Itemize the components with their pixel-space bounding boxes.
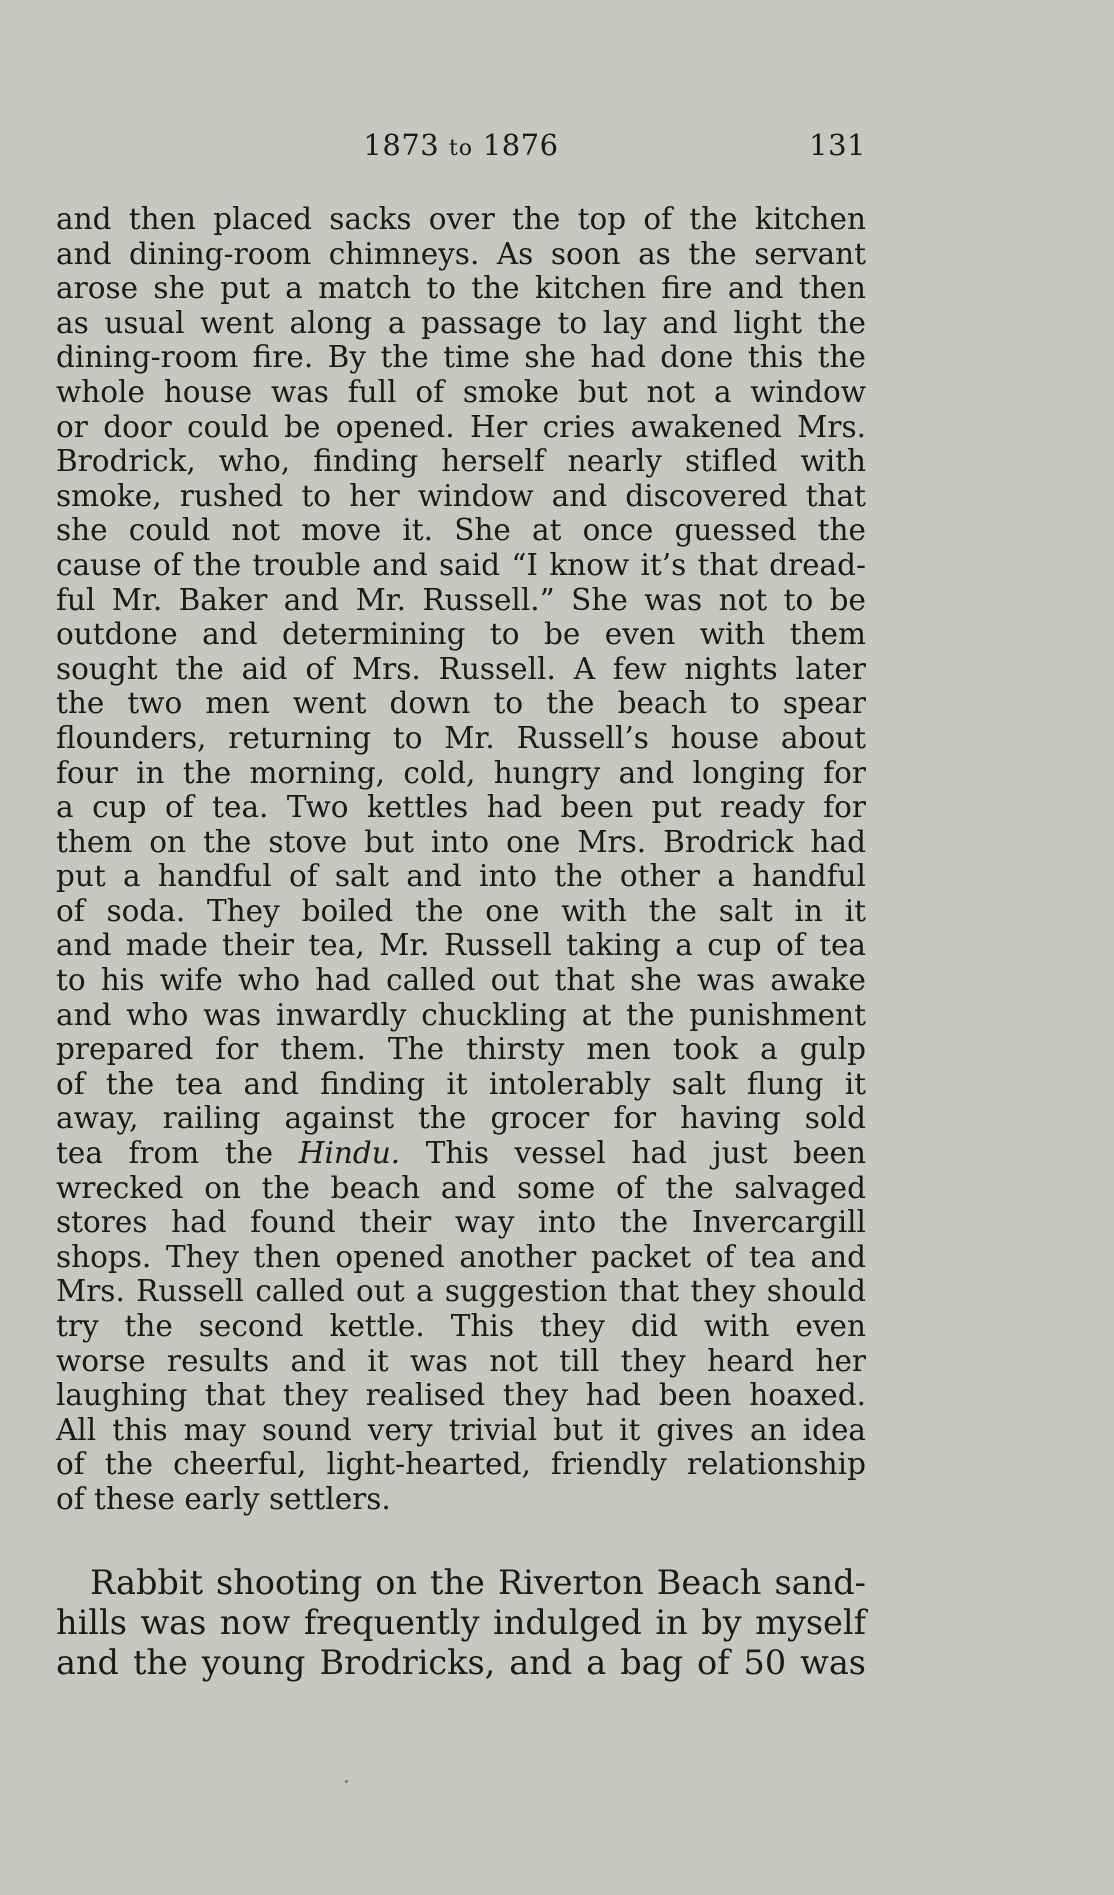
text-line: whole house was full of smoke but not a window — [56, 374, 866, 409]
text-line: she could not move it. She at once guessed the — [56, 513, 866, 548]
text-line: sought the aid of Mrs. Russell. A few nights later — [56, 651, 866, 686]
text-line: of these early settlers. — [56, 1481, 391, 1516]
text-line-with-ship-name — [56, 1136, 866, 1171]
text-line: dining-room fire. By the time she had done this the — [56, 340, 866, 375]
ship-name: Hindu. — [298, 1136, 401, 1171]
text-line: smoke, rushed to her window and discovered that — [56, 478, 866, 513]
text-segment: This vessel had just been — [400, 1136, 866, 1171]
text-line: Rabbit shooting on the Riverton Beach sand- — [90, 1562, 866, 1602]
text-line: outdone and determining to be even with them — [56, 617, 866, 652]
text-line: cause of the trouble and said “I know it’s that dread- — [56, 547, 866, 582]
text-line: of the tea and finding it intolerably salt flung it — [56, 1066, 866, 1101]
text-line: Mrs. Russell called out a suggestion that they should — [56, 1274, 866, 1309]
text-line: worse results and it was not till they heard her — [56, 1343, 866, 1378]
text-line: All this may sound very trivial but it gives an idea — [56, 1412, 866, 1447]
text-line: and the young Brodricks, and a bag of 50 was — [56, 1642, 866, 1682]
text-line: of the cheerful, light-hearted, friendly relationship — [56, 1447, 866, 1482]
year-end: 1876 — [482, 128, 559, 162]
text-line: prepared for them. The thirsty men took a gulp — [56, 1032, 866, 1067]
text-line: to his wife who had called out that she was awake — [56, 963, 866, 998]
book-page — [56, 128, 866, 1683]
paper-speck — [345, 1780, 348, 1783]
text-line: stores had found their way into the Invercargill — [56, 1205, 866, 1240]
year-start: 1873 — [363, 128, 440, 162]
page-number: 131 — [809, 128, 866, 162]
paragraph-2 — [56, 1563, 866, 1683]
text-line: put a handful of salt and into the other a handful — [56, 859, 866, 894]
text-line: or door could be opened. Her cries awakened Mrs. — [56, 409, 866, 444]
text-line: them on the stove but into one Mrs. Brodrick had — [56, 824, 866, 859]
text-line: and made their tea, Mr. Russell taking a cup of tea — [56, 928, 866, 963]
text-line: try the second kettle. This they did with even — [56, 1309, 866, 1343]
text-line: of soda. They boiled the one with the salt in it — [56, 893, 866, 928]
running-head — [56, 128, 866, 168]
text-line: away, railing against the grocer for having sold — [56, 1101, 866, 1136]
text-line: flounders, returning to Mr. Russell’s house about — [56, 720, 866, 755]
text-line: a cup of tea. Two kettles had been put ready for — [56, 790, 866, 825]
text-line: and then placed sacks over the top of the kitchen — [56, 202, 866, 236]
text-line: as usual went along a passage to lay and light the — [56, 305, 866, 340]
text-line: the two men went down to the beach to spear — [56, 686, 866, 721]
paragraph-1 — [56, 202, 866, 1517]
text-line: shops. They then opened another packet of tea and — [56, 1239, 866, 1274]
text-segment: tea from the — [56, 1136, 299, 1171]
text-line: ful Mr. Baker and Mr. Russell.” She was not to be — [56, 582, 866, 617]
text-line: laughing that they realised they had been hoaxed. — [56, 1378, 866, 1413]
text-line: wrecked on the beach and some of the salvaged — [56, 1170, 866, 1205]
text-line: and dining-room chimneys. As soon as the servant — [56, 236, 866, 271]
year-connector: to — [448, 136, 474, 161]
text-line: hills was now frequently indulged in by myself — [56, 1602, 866, 1642]
text-line: arose she put a match to the kitchen fire and then — [56, 271, 866, 306]
text-line: and who was inwardly chuckling at the punishment — [56, 997, 866, 1032]
running-head-title — [56, 128, 866, 162]
text-line: four in the morning, cold, hungry and longing for — [56, 755, 866, 790]
text-line: Brodrick, who, finding herself nearly stifled with — [56, 444, 866, 479]
